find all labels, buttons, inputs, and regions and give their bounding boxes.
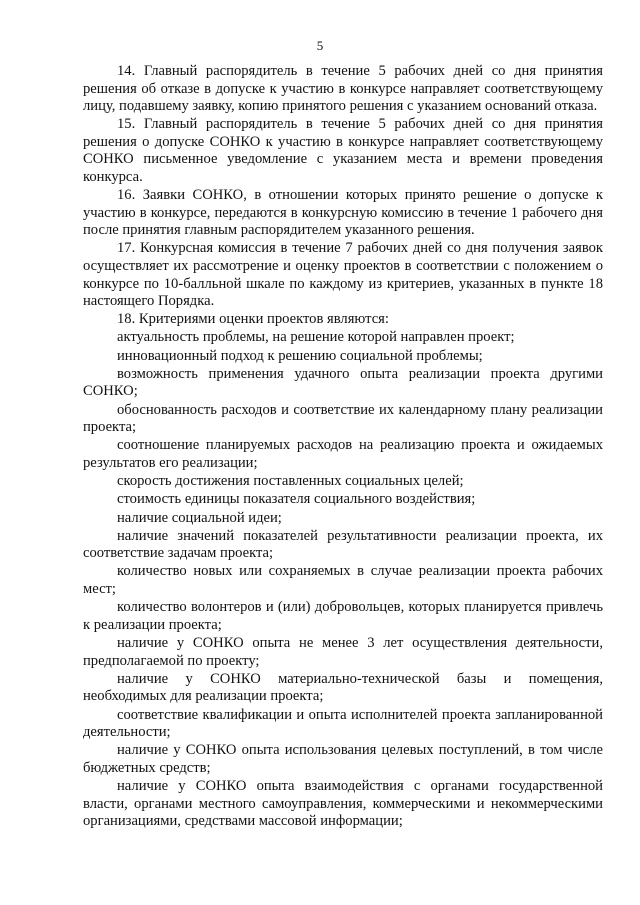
criterion-item: наличие у СОНКО опыта взаимодействия с органами государственной власти, органами местного самоуправления, коммерческими и некоммерческими организациями, средствами массовой информации; bbox=[83, 778, 603, 830]
criterion-item: количество новых или сохраняемых в случае реализации проекта рабочих мест; bbox=[83, 563, 603, 598]
criterion-item: наличие значений показателей результативности реализации проекта, их соответствие задачам проекта; bbox=[83, 527, 603, 562]
paragraph-14: 14. Главный распорядитель в течение 5 рабочих дней со дня принятия решения об отказе в допуске к участию в конкурсе направляет соответствующему лицу, подавшему заявку, копию принятого решения с указанием оснований отказа. bbox=[83, 63, 603, 115]
criterion-item: наличие у СОНКО опыта не менее 3 лет осуществления деятельности, предполагаемой по проекту; bbox=[83, 635, 603, 669]
criterion-item: количество волонтеров и (или) добровольцев, которых планируется привлечь к реализации проекта; bbox=[83, 599, 603, 633]
criterion-item: обоснованность расходов и соответствие их календарному плану реализации проекта; bbox=[83, 401, 603, 436]
criterion-item: возможность применения удачного опыта реализации проекта другими СОНКО; bbox=[83, 365, 603, 400]
criterion-item: актуальность проблемы, на решение которой направлен проект; bbox=[117, 329, 515, 346]
page-number: 5 bbox=[316, 38, 324, 53]
paragraph-15: 15. Главный распорядитель в течение 5 рабочих дней со дня принятия решения о допуске СОНКО к участию в конкурсе направляет соответствующему СОНКО письменное уведомление с указанием места и времени проведения конкурса. bbox=[83, 116, 603, 186]
criterion-item: инновационный подход к решению социальной проблемы; bbox=[117, 347, 483, 364]
paragraph-17: 17. Конкурсная комиссия в течение 7 рабочих дней со дня получения заявок осуществляет их рассмотрение и оценку проектов в соответствии с положением о конкурсе по 10-балльной шкале по каждому из критериев, указанных в пункте 18 настоящего Порядка. bbox=[83, 240, 603, 310]
criterion-item: скорость достижения поставленных социальных целей; bbox=[117, 473, 464, 490]
document-body bbox=[83, 63, 603, 832]
criterion-item: соответствие квалификации и опыта исполнителей проекта запланированной деятельности; bbox=[83, 706, 603, 741]
criterion-item: наличие у СОНКО материально-технической базы и помещения, необходимых для реализации проекта; bbox=[83, 670, 603, 705]
criterion-item: соотношение планируемых расходов на реализацию проекта и ожидаемых результатов его реализации; bbox=[83, 437, 603, 471]
criterion-item: наличие социальной идеи; bbox=[117, 509, 282, 526]
criterion-item: стоимость единицы показателя социального воздействия; bbox=[117, 491, 476, 508]
paragraph-16: 16. Заявки СОНКО, в отношении которых принято решение о допуске к участию в конкурсе, передаются в конкурсную комиссию в течение 1 рабочего дня после принятия главным распорядителем указанного решения. bbox=[83, 187, 603, 239]
paragraph-18-heading: 18. Критериями оценки проектов являются: bbox=[117, 311, 389, 328]
criterion-item: наличие у СОНКО опыта использования целевых поступлений, в том числе бюджетных средств; bbox=[83, 742, 603, 776]
